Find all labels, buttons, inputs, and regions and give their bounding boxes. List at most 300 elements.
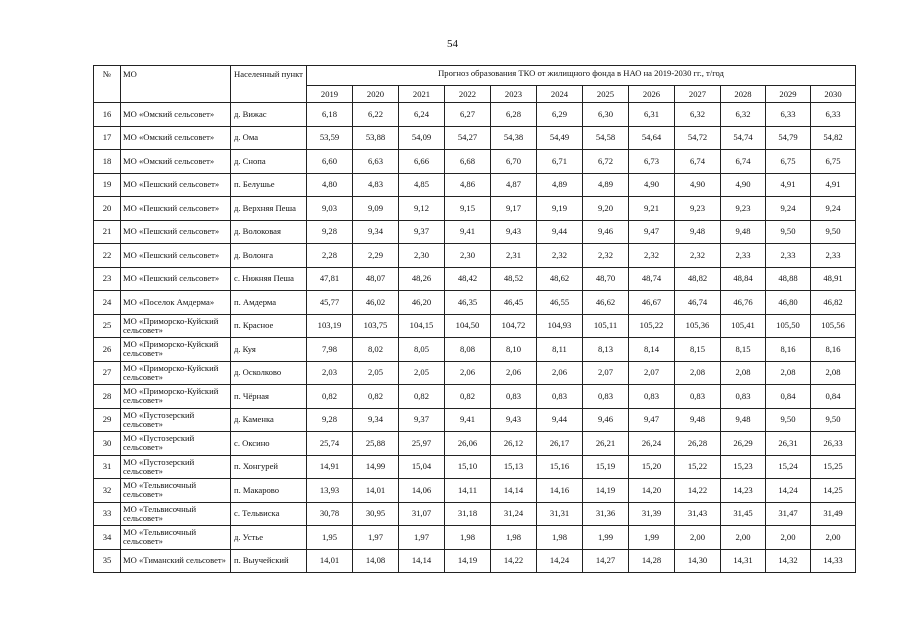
value-cell: 14,33 (811, 549, 856, 573)
value-cell: 13,93 (307, 479, 353, 503)
value-cell: 9,15 (445, 197, 491, 221)
value-cell: 46,80 (766, 291, 811, 315)
row-number: 19 (94, 173, 121, 197)
settlement-cell: д. Вижас (231, 103, 307, 127)
value-cell: 2,32 (629, 244, 675, 268)
municipality-cell: МО «Приморско-Куйский сельсовет» (121, 314, 231, 338)
value-cell: 2,32 (583, 244, 629, 268)
municipality-cell: МО «Пешский сельсовет» (121, 173, 231, 197)
value-cell: 31,39 (629, 502, 675, 526)
value-cell: 6,60 (307, 150, 353, 174)
table-row (94, 526, 856, 550)
value-cell: 48,88 (766, 267, 811, 291)
settlement-cell: п. Выучейский (231, 549, 307, 573)
value-cell: 9,37 (399, 408, 445, 432)
value-cell: 0,83 (537, 385, 583, 409)
value-cell: 4,89 (583, 173, 629, 197)
table-row (94, 220, 856, 244)
value-cell: 46,35 (445, 291, 491, 315)
value-cell: 15,13 (491, 455, 537, 479)
value-cell: 0,83 (491, 385, 537, 409)
value-cell: 1,97 (399, 526, 445, 550)
table-row (94, 549, 856, 573)
value-cell: 6,28 (491, 103, 537, 127)
value-cell: 9,24 (811, 197, 856, 221)
header-year: 2027 (675, 86, 721, 103)
value-cell: 2,07 (583, 361, 629, 385)
value-cell: 45,77 (307, 291, 353, 315)
row-number: 35 (94, 549, 121, 573)
value-cell: 54,64 (629, 126, 675, 150)
value-cell: 14,14 (491, 479, 537, 503)
value-cell: 14,06 (399, 479, 445, 503)
value-cell: 1,98 (491, 526, 537, 550)
value-cell: 9,50 (766, 408, 811, 432)
municipality-cell: МО «Пешский сельсовет» (121, 197, 231, 221)
value-cell: 15,20 (629, 455, 675, 479)
value-cell: 31,36 (583, 502, 629, 526)
value-cell: 54,74 (721, 126, 766, 150)
settlement-cell: п. Красное (231, 314, 307, 338)
header-year: 2023 (491, 86, 537, 103)
value-cell: 4,90 (721, 173, 766, 197)
value-cell: 31,49 (811, 502, 856, 526)
table-row (94, 267, 856, 291)
value-cell: 4,90 (675, 173, 721, 197)
row-number: 18 (94, 150, 121, 174)
header-settlement: Населенный пункт (231, 66, 307, 103)
value-cell: 14,08 (353, 549, 399, 573)
value-cell: 105,50 (766, 314, 811, 338)
value-cell: 2,07 (629, 361, 675, 385)
value-cell: 31,47 (766, 502, 811, 526)
value-cell: 8,16 (766, 338, 811, 362)
value-cell: 6,68 (445, 150, 491, 174)
value-cell: 46,02 (353, 291, 399, 315)
municipality-cell: МО «Тельвисочный сельсовет» (121, 479, 231, 503)
value-cell: 25,97 (399, 432, 445, 456)
value-cell: 105,36 (675, 314, 721, 338)
table-row (94, 432, 856, 456)
header-year: 2028 (721, 86, 766, 103)
value-cell: 15,23 (721, 455, 766, 479)
settlement-cell: д. Снопа (231, 150, 307, 174)
value-cell: 31,24 (491, 502, 537, 526)
value-cell: 6,74 (675, 150, 721, 174)
value-cell: 14,28 (629, 549, 675, 573)
table-row (94, 338, 856, 362)
value-cell: 48,07 (353, 267, 399, 291)
value-cell: 105,41 (721, 314, 766, 338)
value-cell: 48,84 (721, 267, 766, 291)
value-cell: 105,22 (629, 314, 675, 338)
value-cell: 26,33 (811, 432, 856, 456)
value-cell: 0,83 (721, 385, 766, 409)
value-cell: 15,22 (675, 455, 721, 479)
value-cell: 8,14 (629, 338, 675, 362)
value-cell: 0,83 (675, 385, 721, 409)
settlement-cell: п. Белушье (231, 173, 307, 197)
value-cell: 6,75 (766, 150, 811, 174)
header-year: 2025 (583, 86, 629, 103)
header-forecast: Прогноз образования ТКО от жилищного фонда в НАО на 2019-2030 гг., т/год (307, 66, 856, 86)
header-year: 2020 (353, 86, 399, 103)
value-cell: 2,33 (811, 244, 856, 268)
value-cell: 2,08 (766, 361, 811, 385)
value-cell: 9,41 (445, 220, 491, 244)
municipality-cell: МО «Пешский сельсовет» (121, 220, 231, 244)
settlement-cell: с. Тельвиска (231, 502, 307, 526)
value-cell: 15,04 (399, 455, 445, 479)
value-cell: 1,95 (307, 526, 353, 550)
value-cell: 54,49 (537, 126, 583, 150)
municipality-cell: МО «Пустозерский сельсовет» (121, 432, 231, 456)
row-number: 31 (94, 455, 121, 479)
value-cell: 6,18 (307, 103, 353, 127)
value-cell: 105,11 (583, 314, 629, 338)
value-cell: 4,91 (811, 173, 856, 197)
value-cell: 9,21 (629, 197, 675, 221)
value-cell: 2,30 (399, 244, 445, 268)
table-row (94, 291, 856, 315)
value-cell: 26,06 (445, 432, 491, 456)
table-row (94, 455, 856, 479)
value-cell: 2,29 (353, 244, 399, 268)
value-cell: 9,43 (491, 408, 537, 432)
value-cell: 46,67 (629, 291, 675, 315)
settlement-cell: с. Оксино (231, 432, 307, 456)
table-row (94, 314, 856, 338)
value-cell: 6,63 (353, 150, 399, 174)
value-cell: 48,52 (491, 267, 537, 291)
header-year: 2030 (811, 86, 856, 103)
value-cell: 14,01 (307, 549, 353, 573)
value-cell: 8,16 (811, 338, 856, 362)
municipality-cell: МО «Омский сельсовет» (121, 150, 231, 174)
municipality-cell: МО «Поселок Амдерма» (121, 291, 231, 315)
table-row (94, 361, 856, 385)
settlement-cell: п. Хонгурей (231, 455, 307, 479)
value-cell: 9,23 (721, 197, 766, 221)
value-cell: 6,73 (629, 150, 675, 174)
settlement-cell: с. Нижняя Пеша (231, 267, 307, 291)
value-cell: 1,99 (583, 526, 629, 550)
value-cell: 14,24 (766, 479, 811, 503)
municipality-cell: МО «Тиманский сельсовет» (121, 549, 231, 573)
value-cell: 1,98 (445, 526, 491, 550)
value-cell: 2,05 (399, 361, 445, 385)
value-cell: 14,24 (537, 549, 583, 573)
header-year: 2019 (307, 86, 353, 103)
value-cell: 9,19 (537, 197, 583, 221)
value-cell: 104,93 (537, 314, 583, 338)
value-cell: 4,89 (537, 173, 583, 197)
table-row (94, 103, 856, 127)
table-row (94, 150, 856, 174)
value-cell: 2,33 (766, 244, 811, 268)
value-cell: 14,27 (583, 549, 629, 573)
row-number: 32 (94, 479, 121, 503)
value-cell: 9,23 (675, 197, 721, 221)
row-number: 16 (94, 103, 121, 127)
value-cell: 14,23 (721, 479, 766, 503)
value-cell: 14,99 (353, 455, 399, 479)
settlement-cell: д. Волонга (231, 244, 307, 268)
value-cell: 26,17 (537, 432, 583, 456)
value-cell: 2,00 (675, 526, 721, 550)
row-number: 23 (94, 267, 121, 291)
value-cell: 54,82 (811, 126, 856, 150)
value-cell: 14,31 (721, 549, 766, 573)
value-cell: 9,09 (353, 197, 399, 221)
header-year: 2024 (537, 86, 583, 103)
value-cell: 14,22 (675, 479, 721, 503)
value-cell: 15,16 (537, 455, 583, 479)
value-cell: 8,05 (399, 338, 445, 362)
value-cell: 4,83 (353, 173, 399, 197)
value-cell: 2,28 (307, 244, 353, 268)
municipality-cell: МО «Омский сельсовет» (121, 103, 231, 127)
municipality-cell: МО «Приморско-Куйский сельсовет» (121, 385, 231, 409)
row-number: 26 (94, 338, 121, 362)
value-cell: 2,05 (353, 361, 399, 385)
value-cell: 26,28 (675, 432, 721, 456)
value-cell: 4,87 (491, 173, 537, 197)
value-cell: 2,08 (721, 361, 766, 385)
value-cell: 2,06 (445, 361, 491, 385)
value-cell: 0,82 (307, 385, 353, 409)
row-number: 33 (94, 502, 121, 526)
value-cell: 9,46 (583, 220, 629, 244)
value-cell: 47,81 (307, 267, 353, 291)
page-number: 54 (447, 38, 458, 50)
value-cell: 26,21 (583, 432, 629, 456)
value-cell: 26,31 (766, 432, 811, 456)
value-cell: 30,95 (353, 502, 399, 526)
value-cell: 9,34 (353, 408, 399, 432)
settlement-cell: п. Макарово (231, 479, 307, 503)
value-cell: 14,19 (445, 549, 491, 573)
value-cell: 4,91 (766, 173, 811, 197)
value-cell: 2,08 (675, 361, 721, 385)
value-cell: 9,44 (537, 408, 583, 432)
value-cell: 2,00 (766, 526, 811, 550)
settlement-cell: д. Волоковая (231, 220, 307, 244)
value-cell: 6,32 (675, 103, 721, 127)
value-cell: 14,11 (445, 479, 491, 503)
value-cell: 9,03 (307, 197, 353, 221)
value-cell: 26,12 (491, 432, 537, 456)
value-cell: 104,72 (491, 314, 537, 338)
row-number: 29 (94, 408, 121, 432)
value-cell: 48,70 (583, 267, 629, 291)
value-cell: 15,10 (445, 455, 491, 479)
header-year: 2026 (629, 86, 675, 103)
value-cell: 54,58 (583, 126, 629, 150)
value-cell: 46,55 (537, 291, 583, 315)
value-cell: 4,86 (445, 173, 491, 197)
value-cell: 9,48 (675, 408, 721, 432)
value-cell: 9,20 (583, 197, 629, 221)
value-cell: 15,24 (766, 455, 811, 479)
value-cell: 6,32 (721, 103, 766, 127)
value-cell: 4,80 (307, 173, 353, 197)
value-cell: 48,26 (399, 267, 445, 291)
value-cell: 2,00 (811, 526, 856, 550)
value-cell: 6,24 (399, 103, 445, 127)
value-cell: 9,24 (766, 197, 811, 221)
value-cell: 2,03 (307, 361, 353, 385)
settlement-cell: д. Верхняя Пеша (231, 197, 307, 221)
value-cell: 6,33 (811, 103, 856, 127)
value-cell: 31,31 (537, 502, 583, 526)
value-cell: 15,25 (811, 455, 856, 479)
value-cell: 105,56 (811, 314, 856, 338)
value-cell: 0,82 (399, 385, 445, 409)
municipality-cell: МО «Пустозерский сельсовет» (121, 408, 231, 432)
value-cell: 2,08 (811, 361, 856, 385)
value-cell: 9,44 (537, 220, 583, 244)
value-cell: 6,66 (399, 150, 445, 174)
table-row (94, 244, 856, 268)
table-row (94, 126, 856, 150)
value-cell: 0,84 (811, 385, 856, 409)
value-cell: 9,37 (399, 220, 445, 244)
value-cell: 0,82 (353, 385, 399, 409)
value-cell: 46,62 (583, 291, 629, 315)
value-cell: 6,70 (491, 150, 537, 174)
value-cell: 2,32 (675, 244, 721, 268)
value-cell: 6,72 (583, 150, 629, 174)
value-cell: 48,62 (537, 267, 583, 291)
value-cell: 26,29 (721, 432, 766, 456)
value-cell: 103,75 (353, 314, 399, 338)
value-cell: 9,28 (307, 220, 353, 244)
value-cell: 4,90 (629, 173, 675, 197)
value-cell: 9,12 (399, 197, 445, 221)
value-cell: 1,99 (629, 526, 675, 550)
value-cell: 6,33 (766, 103, 811, 127)
value-cell: 8,02 (353, 338, 399, 362)
settlement-cell: д. Каменка (231, 408, 307, 432)
row-number: 17 (94, 126, 121, 150)
municipality-cell: МО «Приморско-Куйский сельсовет» (121, 361, 231, 385)
value-cell: 30,78 (307, 502, 353, 526)
table-row (94, 197, 856, 221)
value-cell: 46,45 (491, 291, 537, 315)
value-cell: 14,30 (675, 549, 721, 573)
value-cell: 8,10 (491, 338, 537, 362)
value-cell: 46,74 (675, 291, 721, 315)
value-cell: 2,06 (491, 361, 537, 385)
value-cell: 0,82 (445, 385, 491, 409)
value-cell: 53,88 (353, 126, 399, 150)
row-number: 30 (94, 432, 121, 456)
value-cell: 54,09 (399, 126, 445, 150)
value-cell: 9,41 (445, 408, 491, 432)
row-number: 27 (94, 361, 121, 385)
value-cell: 6,30 (583, 103, 629, 127)
value-cell: 9,34 (353, 220, 399, 244)
row-number: 20 (94, 197, 121, 221)
value-cell: 9,48 (675, 220, 721, 244)
header-mo: МО (121, 66, 231, 103)
value-cell: 6,71 (537, 150, 583, 174)
value-cell: 2,06 (537, 361, 583, 385)
value-cell: 104,50 (445, 314, 491, 338)
value-cell: 7,98 (307, 338, 353, 362)
row-number: 25 (94, 314, 121, 338)
settlement-cell: д. Осколково (231, 361, 307, 385)
value-cell: 2,31 (491, 244, 537, 268)
municipality-cell: МО «Приморско-Куйский сельсовет» (121, 338, 231, 362)
value-cell: 0,84 (766, 385, 811, 409)
row-number: 34 (94, 526, 121, 550)
value-cell: 2,30 (445, 244, 491, 268)
header-year: 2022 (445, 86, 491, 103)
value-cell: 25,74 (307, 432, 353, 456)
value-cell: 54,79 (766, 126, 811, 150)
value-cell: 6,22 (353, 103, 399, 127)
value-cell: 0,83 (583, 385, 629, 409)
value-cell: 2,00 (721, 526, 766, 550)
value-cell: 46,76 (721, 291, 766, 315)
value-cell: 8,11 (537, 338, 583, 362)
value-cell: 31,43 (675, 502, 721, 526)
value-cell: 2,32 (537, 244, 583, 268)
value-cell: 31,45 (721, 502, 766, 526)
value-cell: 46,20 (399, 291, 445, 315)
value-cell: 9,48 (721, 220, 766, 244)
settlement-cell: п. Амдерма (231, 291, 307, 315)
value-cell: 6,31 (629, 103, 675, 127)
value-cell: 14,20 (629, 479, 675, 503)
value-cell: 9,47 (629, 408, 675, 432)
header-num: № (94, 66, 121, 103)
value-cell: 9,43 (491, 220, 537, 244)
settlement-cell: д. Куя (231, 338, 307, 362)
value-cell: 54,38 (491, 126, 537, 150)
value-cell: 6,27 (445, 103, 491, 127)
value-cell: 6,75 (811, 150, 856, 174)
table-row (94, 408, 856, 432)
value-cell: 14,32 (766, 549, 811, 573)
table-row (94, 385, 856, 409)
settlement-cell: п. Чёрная (231, 385, 307, 409)
municipality-cell: МО «Пустозерский сельсовет» (121, 455, 231, 479)
value-cell: 54,27 (445, 126, 491, 150)
municipality-cell: МО «Пешский сельсовет» (121, 267, 231, 291)
value-cell: 8,15 (675, 338, 721, 362)
table-row (94, 479, 856, 503)
value-cell: 48,42 (445, 267, 491, 291)
value-cell: 53,59 (307, 126, 353, 150)
value-cell: 31,07 (399, 502, 445, 526)
value-cell: 9,50 (766, 220, 811, 244)
value-cell: 48,82 (675, 267, 721, 291)
value-cell: 8,13 (583, 338, 629, 362)
value-cell: 9,47 (629, 220, 675, 244)
value-cell: 6,29 (537, 103, 583, 127)
value-cell: 9,50 (811, 408, 856, 432)
row-number: 21 (94, 220, 121, 244)
municipality-cell: МО «Тельвисочный сельсовет» (121, 526, 231, 550)
value-cell: 1,97 (353, 526, 399, 550)
value-cell: 25,88 (353, 432, 399, 456)
value-cell: 14,19 (583, 479, 629, 503)
value-cell: 9,46 (583, 408, 629, 432)
value-cell: 9,48 (721, 408, 766, 432)
